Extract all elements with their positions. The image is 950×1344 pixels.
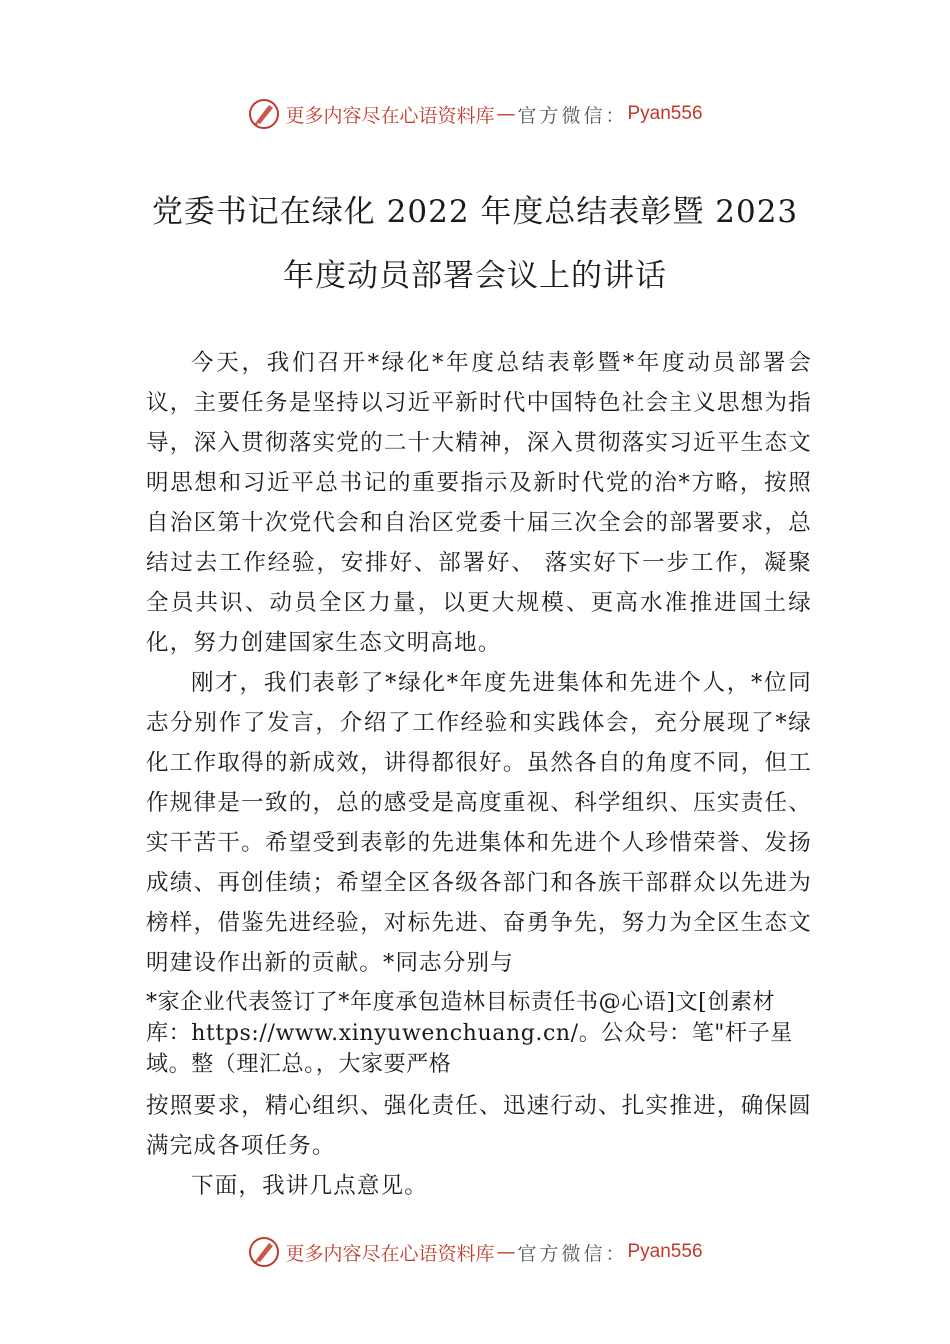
document-title	[60, 180, 890, 308]
footer-watermark-banner	[0, 1232, 950, 1272]
title-line-2: 年度动员部署会议上的讲话	[283, 258, 667, 294]
footer-wechat-id: Pyan556	[627, 1241, 703, 1262]
footer-wechat-label: 官方微信：	[517, 1242, 628, 1265]
header-watermark-banner	[0, 94, 950, 134]
quill-logo-icon	[247, 1235, 281, 1269]
paragraph-1: 今天，我们召开*绿化*年度总结表彰暨*年度动员部署会议，主要任务是坚持以习近平新时代中国特色社会主义思想为指导，深入贯彻落实党的二十大精神，深入贯彻落实习近平生态文明思想和习近平总书记的重要指示及新时代党的治*方略，按照自治区第十次党代会和自治区党委十届三次全会的部署要求，总结过去工作经验，安排好、部署好、 落实好下一步工作，凝聚全员共识、动员全区力量，以更大规模、更高水准推进国土绿化，努力创建国家生态文明高地。	[146, 350, 812, 656]
footer-separator: —	[496, 1241, 516, 1263]
title-line-1: 党委书记在绿化 2022 年度总结表彰暨 2023	[151, 194, 799, 230]
document-body	[146, 343, 812, 1206]
paragraph-2-continuation: 按照要求，精心组织、强化责任、迅速行动、扎实推进，确保圆满完成各项任务。	[146, 1093, 812, 1159]
footer-slogan: 更多内容尽在心语资料库	[285, 1242, 495, 1265]
quill-logo-icon	[247, 97, 281, 131]
header-slogan: 更多内容尽在心语资料库	[285, 104, 495, 127]
header-wechat-id: Pyan556	[627, 103, 703, 124]
paragraph-2: 刚才，我们表彰了*绿化*年度先进集体和先进个人，*位同志分别作了发言，介绍了工作经验和实践体会，充分展现了*绿化工作取得的新成效，讲得都很好。虽然各自的角度不同，但工作规律是一致的，总的感受是高度重视、科学组织、压实责任、实干苦干。希望受到表彰的先进集体和先进个人珍惜荣誉、发扬成绩、再创佳绩；希望全区各级各部门和各族干部群众以先进为榜样，借鉴先进经验，对标先进、奋勇争先，努力为全区生态文明建设作出新的贡献。*同志分别与	[146, 670, 812, 976]
paragraph-3: 下面，我讲几点意见。	[191, 1173, 429, 1199]
header-wechat-label: 官方微信：	[517, 104, 628, 127]
header-separator: —	[496, 103, 516, 125]
paragraph-2-watermarked-segment: *家企业代表签订了*年度承包造林目标责任书@心语]文[创素材库：https://www.xinyuwenchuang.cn/。公众号：笔"杆子星域。整（理汇总。，大家要严格	[146, 990, 793, 1077]
